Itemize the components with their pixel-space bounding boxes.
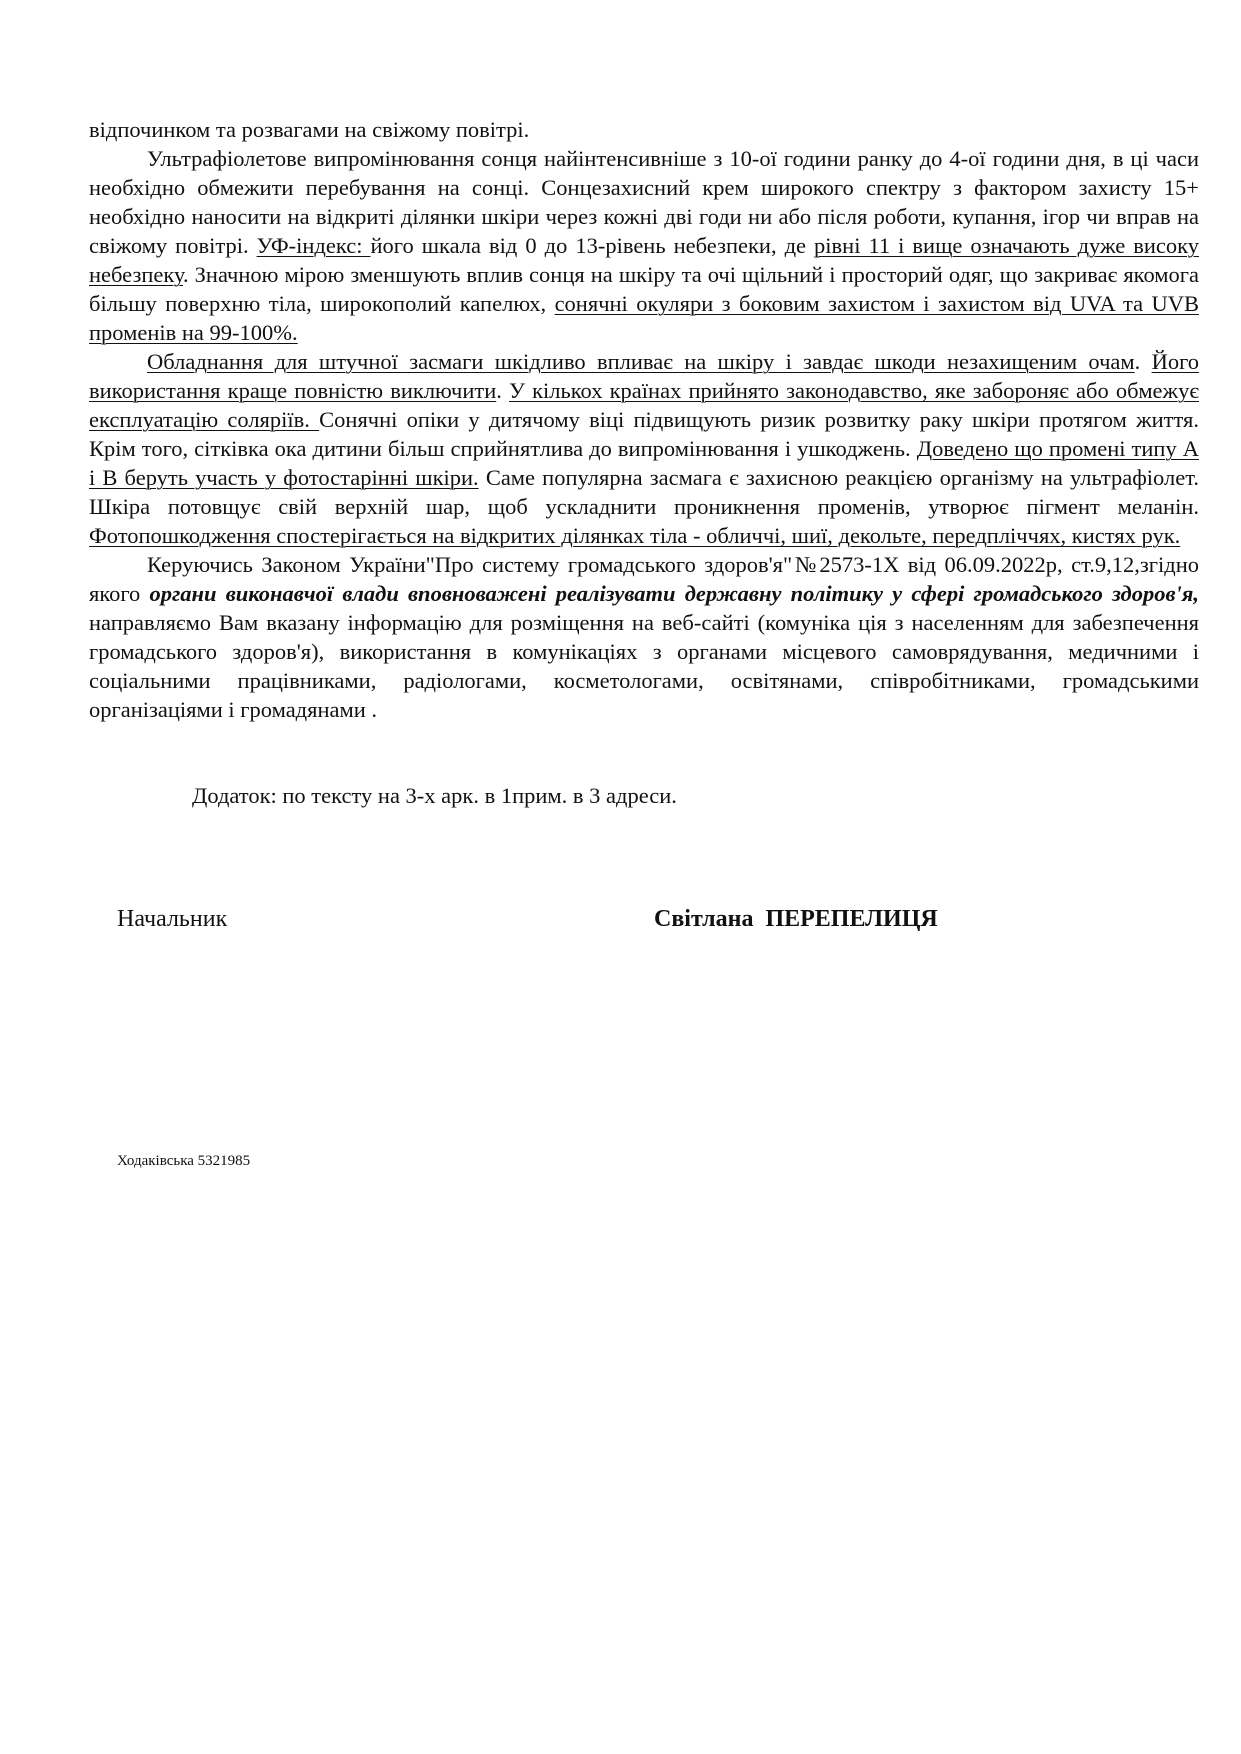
underlined-segment: Обладнання для штучної засмаги шкідливо впливає на шкіру і завдає шкоди незахищеним очам xyxy=(147,349,1135,374)
underlined-segment: сонячні окуляри з боковим захистом і захистом від UVA та UVB променів на 99-100%. xyxy=(89,291,1199,345)
signature-title: Начальник xyxy=(117,906,228,932)
executor-contact: Ходаківська 5321985 xyxy=(117,1153,251,1169)
underlined-segment: Фотопошкодження спостерігається на відкритих ділянках тіла - обличчі, шиї, декольте, передпліччях, кистях рук. xyxy=(89,523,1181,548)
bold-italic-segment: органи виконавчої влади вповноважені реалізувати державну політику у сфері громадського здоров'я, xyxy=(149,581,1199,606)
paragraph-intro-tail xyxy=(89,115,1199,144)
paragraph-law-reference xyxy=(89,550,1199,724)
text-segment: Сонячні опіки у дитячому віці підвищують ризик розвитку раку шкіри протягом життя. Крім того, сітківка ока дитини більш сприйнятлива до випромінювання і ушкоджень. xyxy=(89,407,1199,461)
underlined-segment: УФ-індекс: xyxy=(256,233,371,258)
underlined-segment: Його використання краще повністю виключити xyxy=(89,349,1200,403)
text-segment: Саме популярна засмага є захисною реакцією організму на ультрафіолет. Шкіра потовщує свій верхній шар, щоб ускладнити проникнення променів, утворює пігмент меланін. xyxy=(89,465,1199,519)
text-segment: . xyxy=(1134,349,1152,374)
text-segment: . Значною мірою зменшують вплив сонця на шкіру та очі щільний і просторий одяг, що закриває якомога більшу поверхню тіла, широкополий капелюх, xyxy=(89,262,1199,316)
underlined-segment: Доведено що промені типу А і В беруть участь у фотостарінні шкіри. xyxy=(89,436,1200,490)
underlined-segment: рівні 11 і вище означають дуже високу небезпеку xyxy=(89,233,1200,287)
text-segment: його шкала від 0 до 13-рівень небезпеки, де xyxy=(370,233,815,258)
text-segment: Керуючись Законом України"Про систему громадського здоров'я"№2573-1Х від 06.09.2022р, ст.9,12,згідно якого xyxy=(89,552,1199,606)
text-segment: направляємо Вам вказану інформацію для розміщення на веб-сайті (комуніка ція з населенням для забезпечення громадського здоров'я), використання в комунікаціях з органами місцевого самоврядування, медичними і соціальними працівниками, радіологами, косметологами, освітянами, співробітниками, громадськими організаціями і громадянами . xyxy=(89,610,1199,722)
signature-name: Світлана ПЕРЕПЕЛИЦЯ xyxy=(654,906,938,932)
text-segment: . xyxy=(496,378,510,403)
paragraph-uv-radiation xyxy=(89,144,1199,347)
text-segment: Ультрафіолетове випромінювання сонця найінтенсивніше з 10-ої години ранку до 4-ої години дня, в ці часи необхідно обмежити перебування на сонці. Сонцезахисний крем широкого спектру з фактором захисту 15+ необхідно наносити на відкриті ділянки шкіри через кожні дві годи ни або після роботи, купання, ігор чи вправ на свіжому повітрі. xyxy=(89,146,1199,258)
attachment-note: Додаток: по тексту на 3-х арк. в 1прим. в 3 адреси. xyxy=(192,783,677,808)
text-segment: відпочинком та розвагами на свіжому повітрі. xyxy=(89,117,530,142)
underlined-segment: У кількох країнах прийнято законодавство, яке забороняє або обмежує експлуатацію соляріїв. xyxy=(89,378,1199,432)
document-body xyxy=(89,115,1199,724)
paragraph-tanning xyxy=(89,347,1199,550)
